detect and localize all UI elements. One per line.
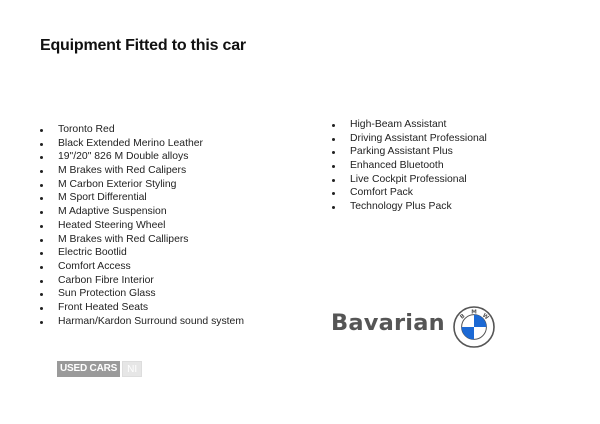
bmw-roundel-icon — [453, 306, 495, 348]
equipment-item: M Brakes with Red Calipers — [40, 164, 244, 178]
dealer-logo — [331, 306, 501, 350]
equipment-item: High-Beam Assistant — [332, 118, 487, 132]
equipment-item: Electric Bootlid — [40, 246, 244, 260]
equipment-item: Enhanced Bluetooth — [332, 159, 487, 173]
equipment-item: 19"/20" 826 M Double alloys — [40, 150, 244, 164]
equipment-item: M Carbon Exterior Styling — [40, 178, 244, 192]
equipment-list-right — [332, 118, 487, 214]
region-label: NI — [122, 361, 142, 377]
equipment-item: Comfort Access — [40, 260, 244, 274]
roundel-letter: W — [480, 312, 490, 322]
equipment-item: M Sport Differential — [40, 191, 244, 205]
equipment-item: Parking Assistant Plus — [332, 145, 487, 159]
equipment-item: Carbon Fibre Interior — [40, 274, 244, 288]
dealer-name: Bavarian — [331, 310, 445, 336]
equipment-item: Heated Steering Wheel — [40, 219, 244, 233]
equipment-item: Harman/Kardon Surround sound system — [40, 315, 244, 329]
roundel-letter: M — [471, 309, 477, 316]
equipment-item: Sun Protection Glass — [40, 287, 244, 301]
page-title: Equipment Fitted to this car — [40, 37, 246, 54]
equipment-item: Technology Plus Pack — [332, 200, 487, 214]
equipment-item: Live Cockpit Professional — [332, 173, 487, 187]
equipment-list-left — [40, 123, 244, 328]
equipment-item: M Adaptive Suspension — [40, 205, 244, 219]
equipment-item: Toronto Red — [40, 123, 244, 137]
equipment-item: Driving Assistant Professional — [332, 132, 487, 146]
roundel-letter: B — [459, 313, 467, 321]
equipment-item: Front Heated Seats — [40, 301, 244, 315]
used-cars-label: USED CARS — [57, 361, 120, 377]
equipment-item: Comfort Pack — [332, 186, 487, 200]
equipment-item: M Brakes with Red Callipers — [40, 233, 244, 247]
equipment-item: Black Extended Merino Leather — [40, 137, 244, 151]
used-cars-badge — [57, 361, 142, 377]
